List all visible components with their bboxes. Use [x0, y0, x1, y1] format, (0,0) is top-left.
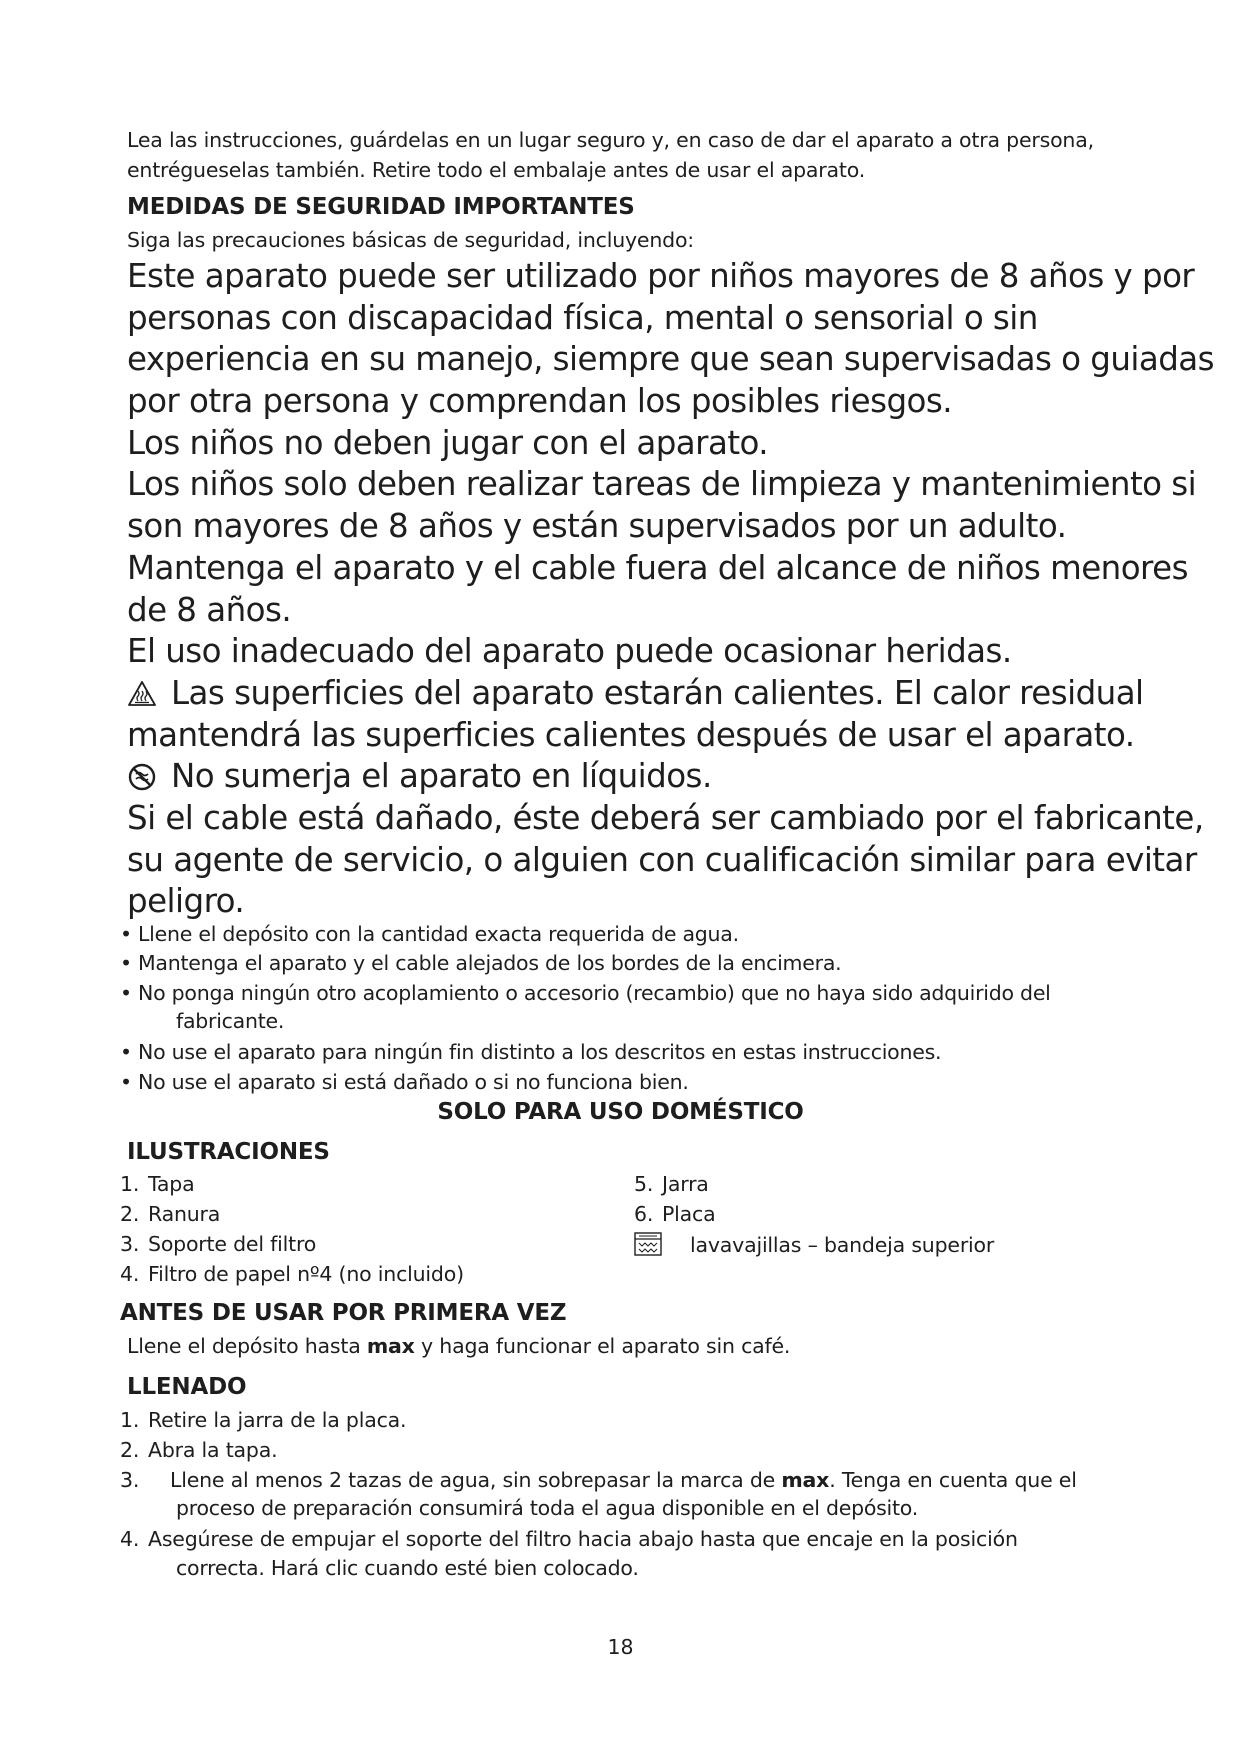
intro-line-2: entrégueselas también. Retire todo el embalaje antes de usar el aparato.	[127, 158, 866, 182]
filling-step: 1. Retire la jarra de la placa.	[120, 1408, 407, 1432]
domestic-use-notice: SOLO PARA USO DOMÉSTICO	[437, 1099, 804, 1125]
bullet-item: • Mantenga el aparato y el cable alejados de los bordes de la encimera.	[120, 951, 842, 975]
illustration-item: 3. Soporte del filtro	[120, 1232, 317, 1256]
filling-step-continuation: correcta. Hará clic cuando esté bien colocado.	[176, 1556, 639, 1580]
dishwasher-icon	[634, 1232, 662, 1256]
page-number: 18	[607, 1635, 634, 1659]
warning-line: peligro.	[127, 882, 245, 921]
illustration-item-dishwasher: lavavajillas – bandeja superior	[634, 1232, 994, 1257]
warning-line: Este aparato puede ser utilizado por niños mayores de 8 años y por	[127, 257, 1195, 295]
warning-line: son mayores de 8 años y están supervisados por un adulto.	[127, 507, 1067, 546]
warning-line: experiencia en su manejo, siempre que sean supervisadas o guiadas	[127, 340, 1215, 379]
warning-line: Los niños no deben jugar con el aparato.	[127, 423, 769, 462]
filling-step: 2. Abra la tapa.	[120, 1438, 278, 1462]
warning-line-hot	[127, 673, 1214, 715]
illustration-item: 6. Placa	[634, 1202, 716, 1226]
bullet-item-continuation: fabricante.	[176, 1009, 285, 1033]
filling-heading: LLENADO	[127, 1374, 247, 1400]
filling-step: 4. Asegúrese de empujar el soporte del filtro hacia abajo hasta que encaje en la posición	[120, 1527, 1018, 1551]
warning-line: su agente de servicio, o alguien con cualificación similar para evitar	[127, 840, 1197, 879]
warning-line: por otra persona y comprendan los posibles riesgos.	[127, 382, 953, 421]
safety-warnings	[127, 256, 1214, 923]
warning-line: Si el cable está dañado, éste deberá ser cambiado por el fabricante,	[127, 798, 1204, 837]
warning-line: El uso inadecuado del aparato puede ocasionar heridas.	[127, 632, 1012, 671]
do-not-immerse-icon	[127, 762, 157, 792]
illustration-item: 2. Ranura	[120, 1202, 221, 1226]
filling-step-continuation: proceso de preparación consumirá toda el agua disponible en el depósito.	[176, 1496, 918, 1520]
illustration-item: 1. Tapa	[120, 1172, 195, 1196]
safety-heading: MEDIDAS DE SEGURIDAD IMPORTANTES	[127, 194, 635, 220]
bullet-item: • No ponga ningún otro acoplamiento o accesorio (recambio) que no haya sido adquirido del	[120, 981, 1051, 1005]
bullet-item: • No use el aparato si está dañado o si no funciona bien.	[120, 1070, 689, 1094]
warning-line: mantendrá las superficies calientes después de usar el aparato.	[127, 715, 1135, 754]
hot-surface-warning-icon	[127, 679, 157, 709]
bullet-item: • Llene el depósito con la cantidad exacta requerida de agua.	[120, 922, 739, 946]
before-first-use-text: Llene el depósito hasta max y haga funcionar el aparato sin café.	[127, 1334, 791, 1358]
warning-line: Mantenga el aparato y el cable fuera del alcance de niños menores	[127, 548, 1188, 587]
filling-step: 3. Llene al menos 2 tazas de agua, sin sobrepasar la marca de max. Tenga en cuenta que el	[120, 1468, 1077, 1492]
warning-text: Las superficies del aparato estarán calientes. El calor residual	[171, 673, 1144, 712]
warning-line: personas con discapacidad física, mental o sensorial o sin	[127, 298, 1038, 337]
warning-line-immerse	[127, 756, 1214, 798]
safety-subheading: Siga las precauciones básicas de seguridad, incluyendo:	[127, 228, 695, 252]
warning-line: Los niños solo deben realizar tareas de limpieza y mantenimiento si	[127, 465, 1197, 504]
warning-line: de 8 años.	[127, 590, 292, 629]
before-first-use-heading: ANTES DE USAR POR PRIMERA VEZ	[120, 1300, 567, 1326]
illustration-item: 5. Jarra	[634, 1172, 709, 1196]
intro-line-1: Lea las instrucciones, guárdelas en un lugar seguro y, en caso de dar el aparato a otra persona,	[127, 128, 1094, 152]
illustration-item: 4. Filtro de papel nº4 (no incluido)	[120, 1262, 464, 1286]
warning-text: No sumerja el aparato en líquidos.	[171, 757, 712, 796]
bullet-item: • No use el aparato para ningún fin distinto a los descritos en estas instrucciones.	[120, 1040, 942, 1064]
illustrations-heading: ILUSTRACIONES	[127, 1139, 330, 1165]
